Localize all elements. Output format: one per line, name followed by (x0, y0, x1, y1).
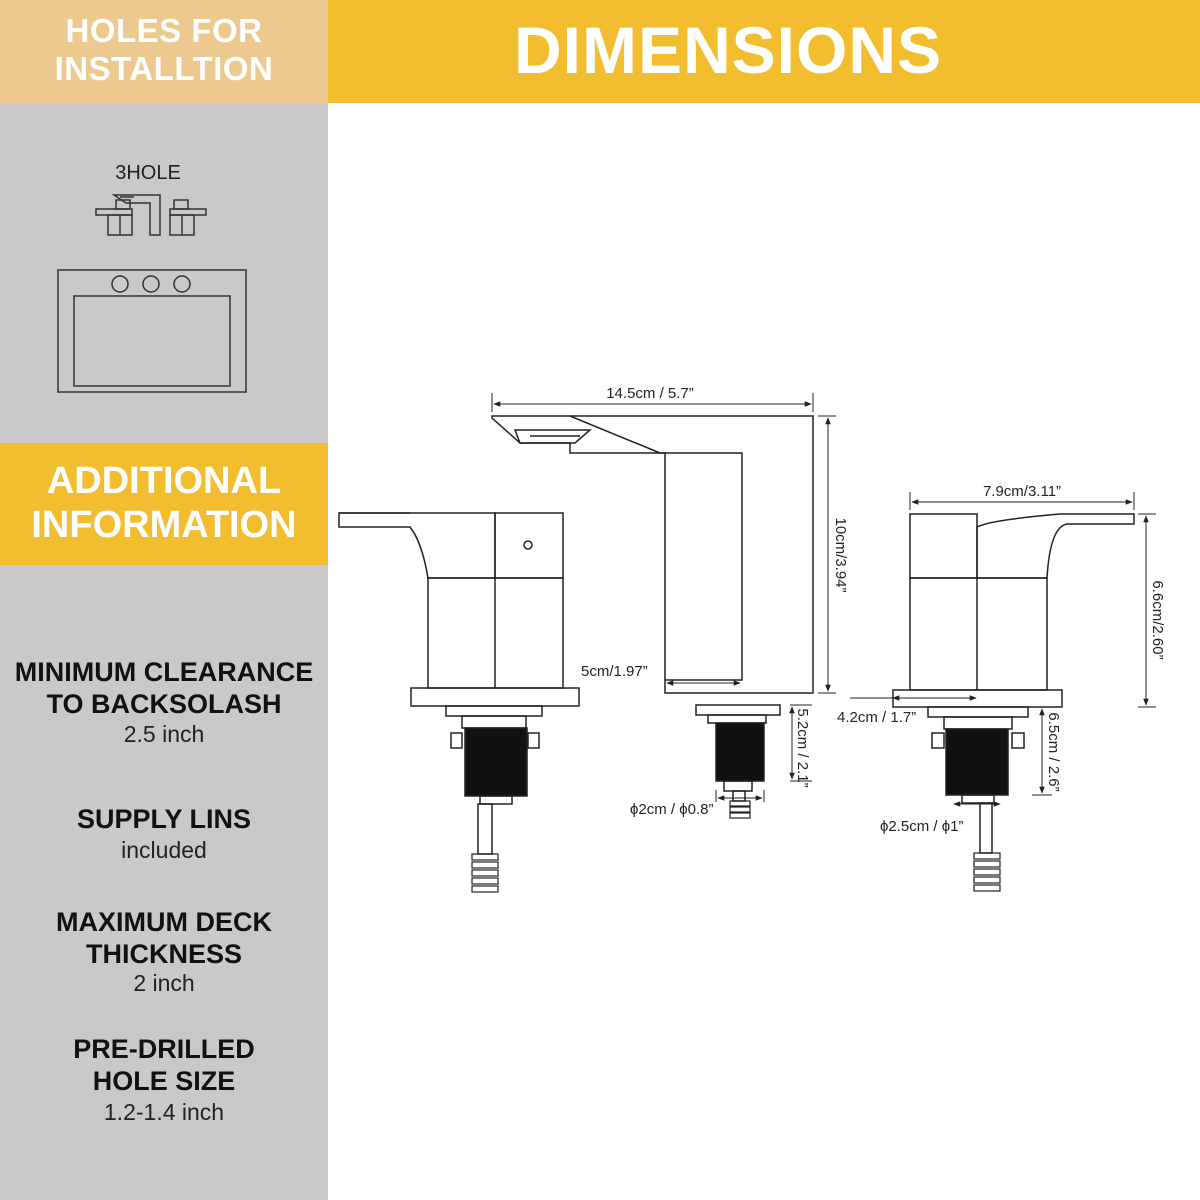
clearance-value: 2.5 inch (123, 721, 205, 747)
handle-length-label: 7.9cm/3.11” (982, 483, 1062, 500)
supply-lines-title: SUPPLY LINS (76, 804, 252, 834)
dimensions-title: DIMENSIONS (513, 13, 943, 87)
spout-depth-label: 5cm/1.97” (581, 663, 648, 680)
handle-base-label: 4.2cm / 1.7” (837, 709, 917, 726)
deck-thickness-title: MAXIMUM DECK THICKNESS (56, 907, 272, 969)
hole-size-title: PRE-DRILLED HOLE SIZE (73, 1034, 255, 1096)
deck-thickness-value: 2 inch (133, 970, 195, 996)
spout-drawing (492, 416, 813, 818)
spout-length-label: 14.5cm / 5.7” (606, 385, 694, 402)
left-handle-drawing (339, 513, 579, 892)
spout-shank-diameter-label: ϕ2cm / ϕ0.8” (630, 801, 714, 818)
clearance-title: MINIMUM CLEARANCE TO BACKSOLASH (14, 657, 314, 719)
handle-shank-label: 6.5cm / 2.6” (1045, 712, 1062, 792)
handle-height-label: 6.6cm/2.60” (1149, 580, 1166, 660)
additional-info-title: ADDITIONAL INFORMATION (31, 460, 297, 546)
spout-shank-label: 5.2cm / 2.1” (794, 708, 811, 788)
supply-lines-value: included (121, 837, 207, 863)
handle-shank-diameter-label: ϕ2.5cm / ϕ1” (880, 818, 964, 835)
holes-header-title: HOLES FOR INSTALLTION (54, 12, 274, 87)
spout-height-label: 10cm/3.94” (832, 517, 849, 593)
hole-size-value: 1.2-1.4 inch (103, 1099, 225, 1125)
hole-type-label: 3HOLE (115, 162, 181, 184)
